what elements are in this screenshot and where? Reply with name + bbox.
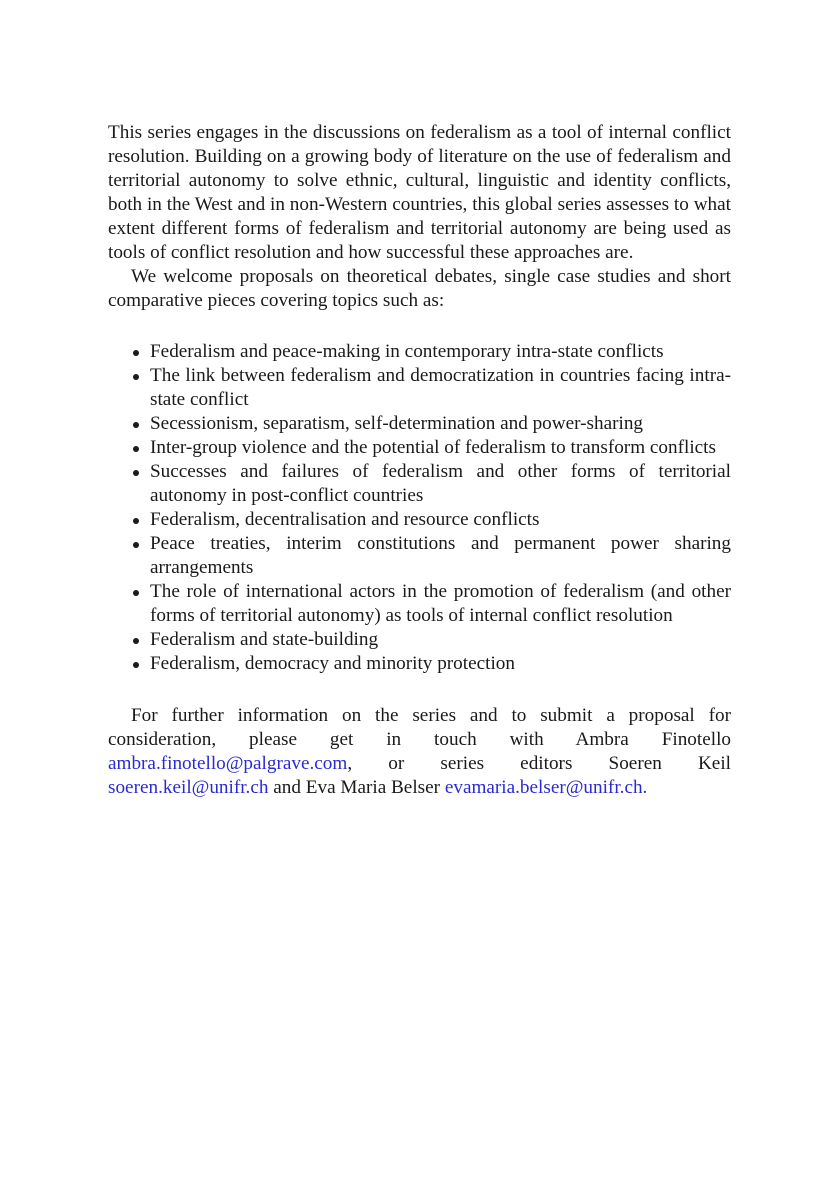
bullet-icon	[133, 470, 139, 476]
list-item-text: The role of international actors in the promotion of federalism (and other forms of territorial autonomy) as tools of internal conflict resolution	[150, 581, 731, 626]
list-item	[108, 460, 731, 508]
proposals-paragraph: We welcome proposals on theoretical debates, single case studies and short comparative pieces covering topics such as:	[108, 266, 731, 311]
bullet-icon	[133, 638, 139, 644]
list-item-text: Inter-group violence and the potential of federalism to transform conflicts	[150, 437, 716, 458]
contact-text: For further information on the series and to submit a proposal for consideration, please get in touch with Ambra Finotello	[108, 705, 731, 750]
list-item	[108, 436, 731, 460]
intro-paragraph: This series engages in the discussions on federalism as a tool of internal conflict resolution. Building on a growing body of literature on the use of federalism and territorial autonomy to solve ethnic, cultural, linguistic and identity conflicts, both in the West and in non-Western countries, this global series assesses to what extent different forms of federalism and territorial autonomy are being used as tools of conflict resolution and how successful these approaches are.	[108, 122, 731, 263]
list-item	[108, 628, 731, 652]
list-item-text: Peace treaties, interim constitutions and permanent power sharing arrangements	[150, 533, 731, 578]
bullet-icon	[133, 542, 139, 548]
email-link-finotello[interactable]: ambra.finotello@palgrave.com	[108, 753, 348, 774]
email-link-belser[interactable]: evamaria.belser@unifr.ch.	[444, 777, 648, 798]
list-item	[108, 340, 731, 364]
bullet-icon	[133, 422, 139, 428]
topics-list	[108, 340, 731, 676]
list-item-text: Federalism and state-building	[150, 629, 379, 650]
list-item-text: Federalism, decentralisation and resource conflicts	[150, 509, 540, 530]
contact-text: and Eva Maria Belser	[268, 777, 445, 798]
list-item	[108, 412, 731, 436]
bullet-icon	[133, 590, 139, 596]
list-item-text: The link between federalism and democratization in countries facing intra-state conflict	[150, 365, 731, 410]
list-item	[108, 652, 731, 676]
list-item	[108, 364, 731, 412]
list-item	[108, 532, 731, 580]
bullet-icon	[133, 662, 139, 668]
bullet-icon	[133, 350, 139, 356]
list-item	[108, 508, 731, 532]
bullet-icon	[133, 374, 139, 380]
list-item	[108, 580, 731, 628]
list-item-text: Successes and failures of federalism and other forms of territorial autonomy in post-conflict countries	[150, 461, 731, 506]
list-item-text: Federalism and peace-making in contemporary intra-state conflicts	[150, 341, 664, 362]
list-item-text: Federalism, democracy and minority protection	[150, 653, 515, 674]
document-page	[108, 121, 731, 800]
bullet-icon	[133, 446, 139, 452]
contact-text: , or series editors Soeren Keil	[347, 753, 731, 774]
contact-paragraph	[108, 704, 731, 800]
bullet-icon	[133, 518, 139, 524]
list-item-text: Secessionism, separatism, self-determination and power-sharing	[150, 413, 644, 434]
email-link-keil[interactable]: soeren.keil@unifr.ch	[108, 777, 269, 798]
